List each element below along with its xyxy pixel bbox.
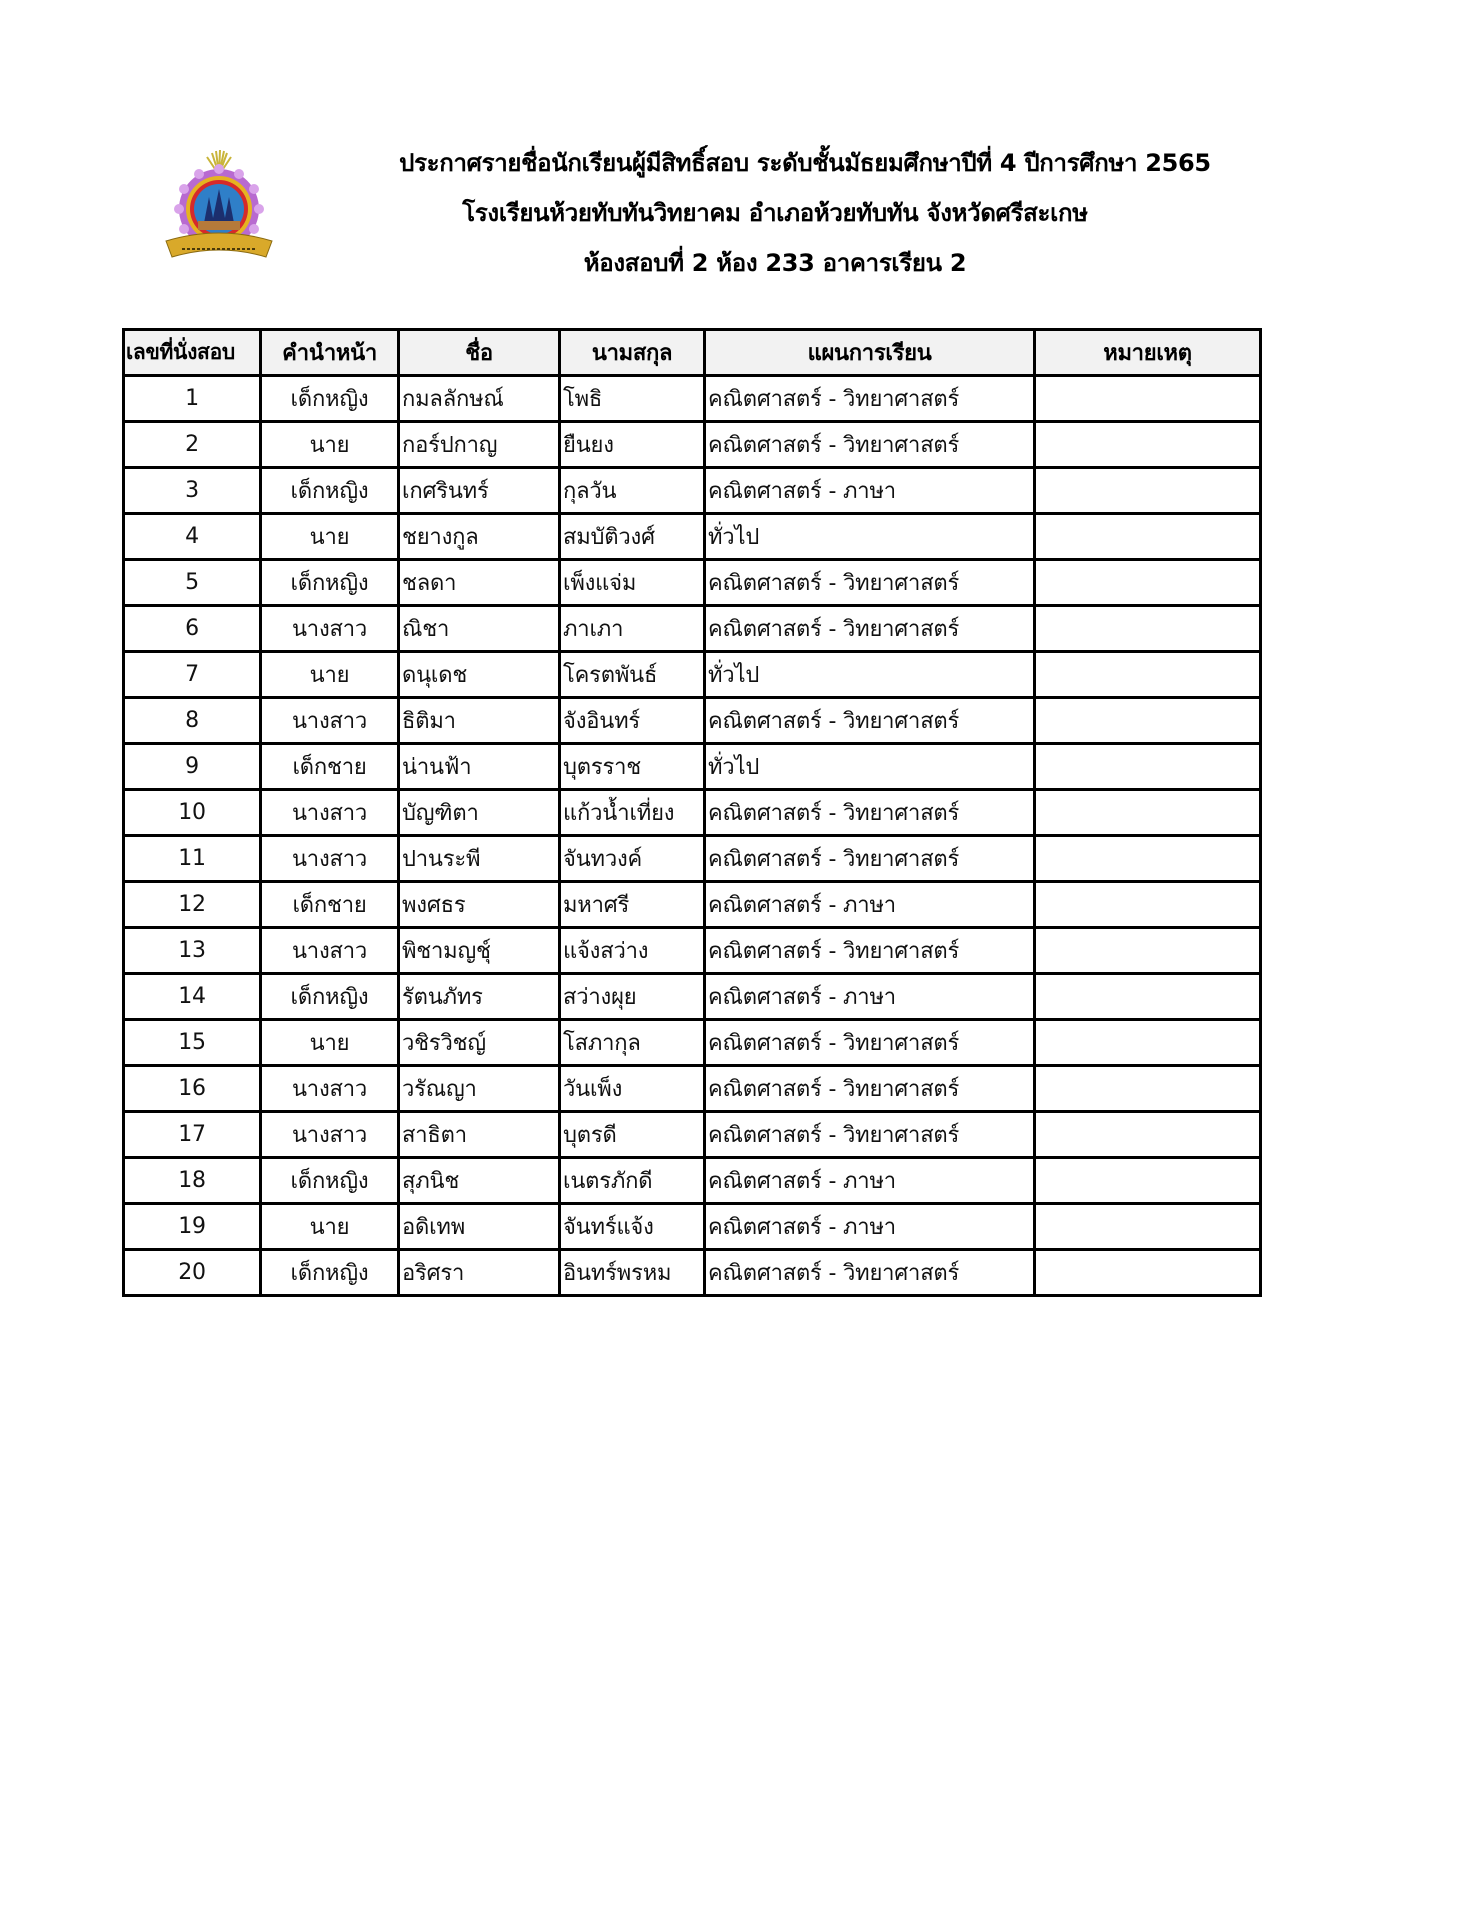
cell-seat-number: 14 bbox=[124, 974, 261, 1020]
cell-seat-number: 17 bbox=[124, 1112, 261, 1158]
cell-last-name: เนตรภักดี bbox=[560, 1158, 705, 1204]
cell-first-name: ดนุเดช bbox=[399, 652, 560, 698]
cell-prefix: นาย bbox=[261, 422, 399, 468]
cell-program: คณิตศาสตร์ - วิทยาศาสตร์ bbox=[705, 928, 1035, 974]
cell-prefix: เด็กชาย bbox=[261, 744, 399, 790]
cell-first-name: ปานระพี bbox=[399, 836, 560, 882]
cell-last-name: จันทร์แจ้ง bbox=[560, 1204, 705, 1250]
cell-first-name: ชยางกูล bbox=[399, 514, 560, 560]
table-row bbox=[124, 790, 1261, 836]
cell-note bbox=[1035, 882, 1261, 928]
table-row bbox=[124, 514, 1261, 560]
student-list-table bbox=[122, 328, 1262, 1297]
cell-prefix: นาย bbox=[261, 1020, 399, 1066]
cell-program: คณิตศาสตร์ - ภาษา bbox=[705, 1204, 1035, 1250]
table-row bbox=[124, 1066, 1261, 1112]
cell-note bbox=[1035, 376, 1261, 422]
cell-note bbox=[1035, 422, 1261, 468]
cell-note bbox=[1035, 468, 1261, 514]
cell-last-name: จังอินทร์ bbox=[560, 698, 705, 744]
cell-last-name: อินทร์พรหม bbox=[560, 1250, 705, 1296]
cell-program: คณิตศาสตร์ - วิทยาศาสตร์ bbox=[705, 376, 1035, 422]
cell-program: ทั่วไป bbox=[705, 744, 1035, 790]
cell-first-name: ธิติมา bbox=[399, 698, 560, 744]
cell-note bbox=[1035, 514, 1261, 560]
table-row bbox=[124, 1204, 1261, 1250]
cell-seat-number: 3 bbox=[124, 468, 261, 514]
cell-first-name: สาธิตา bbox=[399, 1112, 560, 1158]
cell-first-name: อริศรา bbox=[399, 1250, 560, 1296]
cell-note bbox=[1035, 1250, 1261, 1296]
cell-first-name: น่านฟ้า bbox=[399, 744, 560, 790]
exam-room-line: ห้องสอบที่ 2 ห้อง 233 อาคารเรียน 2 bbox=[583, 249, 967, 277]
cell-program: คณิตศาสตร์ - วิทยาศาสตร์ bbox=[705, 606, 1035, 652]
cell-first-name: รัตนภัทร bbox=[399, 974, 560, 1020]
cell-note bbox=[1035, 790, 1261, 836]
cell-first-name: สุภนิช bbox=[399, 1158, 560, 1204]
cell-first-name: พงศธร bbox=[399, 882, 560, 928]
cell-last-name: วันเพ็ง bbox=[560, 1066, 705, 1112]
student-list-table-wrapper bbox=[122, 328, 1262, 1297]
cell-first-name: พิชามญชุ์ bbox=[399, 928, 560, 974]
cell-seat-number: 19 bbox=[124, 1204, 261, 1250]
column-header-note: หมายเหตุ bbox=[1035, 330, 1261, 376]
cell-prefix: เด็กหญิง bbox=[261, 1158, 399, 1204]
cell-note bbox=[1035, 1066, 1261, 1112]
cell-program: ทั่วไป bbox=[705, 652, 1035, 698]
cell-last-name: แก้วน้ำเที่ยง bbox=[560, 790, 705, 836]
cell-first-name: ณิชา bbox=[399, 606, 560, 652]
column-header-seat: เลขที่นั่งสอบ bbox=[124, 330, 261, 376]
cell-prefix: นางสาว bbox=[261, 928, 399, 974]
cell-program: คณิตศาสตร์ - ภาษา bbox=[705, 974, 1035, 1020]
cell-prefix: นาย bbox=[261, 1204, 399, 1250]
cell-note bbox=[1035, 974, 1261, 1020]
cell-first-name: บัญฑิตา bbox=[399, 790, 560, 836]
cell-last-name: แจ้งสว่าง bbox=[560, 928, 705, 974]
cell-program: คณิตศาสตร์ - วิทยาศาสตร์ bbox=[705, 560, 1035, 606]
cell-last-name: สว่างผุย bbox=[560, 974, 705, 1020]
table-row bbox=[124, 836, 1261, 882]
column-header-last-name: นามสกุล bbox=[560, 330, 705, 376]
cell-seat-number: 18 bbox=[124, 1158, 261, 1204]
cell-seat-number: 15 bbox=[124, 1020, 261, 1066]
cell-seat-number: 20 bbox=[124, 1250, 261, 1296]
cell-last-name: เพ็งแจ่ม bbox=[560, 560, 705, 606]
cell-seat-number: 13 bbox=[124, 928, 261, 974]
table-row bbox=[124, 376, 1261, 422]
cell-last-name: สมบัติวงศ์ bbox=[560, 514, 705, 560]
cell-first-name: เกศรินทร์ bbox=[399, 468, 560, 514]
cell-first-name: กมลลักษณ์ bbox=[399, 376, 560, 422]
cell-note bbox=[1035, 1112, 1261, 1158]
cell-prefix: เด็กหญิง bbox=[261, 1250, 399, 1296]
cell-last-name: โครตพันธ์ bbox=[560, 652, 705, 698]
table-row bbox=[124, 1112, 1261, 1158]
cell-program: คณิตศาสตร์ - วิทยาศาสตร์ bbox=[705, 836, 1035, 882]
announcement-header bbox=[250, 138, 1300, 288]
cell-note bbox=[1035, 1020, 1261, 1066]
cell-first-name: วชิรวิชญ์ bbox=[399, 1020, 560, 1066]
table-row bbox=[124, 1158, 1261, 1204]
table-row bbox=[124, 606, 1261, 652]
cell-seat-number: 4 bbox=[124, 514, 261, 560]
cell-last-name: บุตรดี bbox=[560, 1112, 705, 1158]
cell-seat-number: 16 bbox=[124, 1066, 261, 1112]
cell-first-name: ชลดา bbox=[399, 560, 560, 606]
cell-prefix: เด็กหญิง bbox=[261, 468, 399, 514]
cell-first-name: กอร์ปกาญ bbox=[399, 422, 560, 468]
emblem-wall bbox=[198, 221, 240, 230]
cell-seat-number: 1 bbox=[124, 376, 261, 422]
cell-program: คณิตศาสตร์ - วิทยาศาสตร์ bbox=[705, 1020, 1035, 1066]
table-row bbox=[124, 882, 1261, 928]
cell-prefix: เด็กหญิง bbox=[261, 376, 399, 422]
table-row bbox=[124, 928, 1261, 974]
cell-program: คณิตศาสตร์ - วิทยาศาสตร์ bbox=[705, 1112, 1035, 1158]
cell-last-name: จันทวงค์ bbox=[560, 836, 705, 882]
table-row bbox=[124, 744, 1261, 790]
cell-note bbox=[1035, 928, 1261, 974]
column-header-program: แผนการเรียน bbox=[705, 330, 1035, 376]
cell-last-name: ยืนยง bbox=[560, 422, 705, 468]
cell-seat-number: 12 bbox=[124, 882, 261, 928]
cell-program: คณิตศาสตร์ - วิทยาศาสตร์ bbox=[705, 1250, 1035, 1296]
cell-first-name: วรัณญา bbox=[399, 1066, 560, 1112]
cell-last-name: บุตรราช bbox=[560, 744, 705, 790]
cell-note bbox=[1035, 698, 1261, 744]
cell-note bbox=[1035, 1204, 1261, 1250]
cell-program: คณิตศาสตร์ - ภาษา bbox=[705, 1158, 1035, 1204]
cell-seat-number: 9 bbox=[124, 744, 261, 790]
cell-seat-number: 6 bbox=[124, 606, 261, 652]
cell-prefix: เด็กชาย bbox=[261, 882, 399, 928]
table-row bbox=[124, 1020, 1261, 1066]
cell-prefix: นางสาว bbox=[261, 836, 399, 882]
cell-first-name: อดิเทพ bbox=[399, 1204, 560, 1250]
cell-seat-number: 7 bbox=[124, 652, 261, 698]
school-name-line: โรงเรียนห้วยทับทันวิทยาคม อำเภอห้วยทับทัน จังหวัดศรีสะเกษ bbox=[462, 199, 1088, 227]
table-row bbox=[124, 1250, 1261, 1296]
cell-prefix: นาย bbox=[261, 514, 399, 560]
cell-prefix: เด็กหญิง bbox=[261, 560, 399, 606]
cell-prefix: เด็กหญิง bbox=[261, 974, 399, 1020]
cell-last-name: มหาศรี bbox=[560, 882, 705, 928]
cell-program: คณิตศาสตร์ - วิทยาศาสตร์ bbox=[705, 790, 1035, 836]
cell-last-name: โสภากุล bbox=[560, 1020, 705, 1066]
table-row bbox=[124, 652, 1261, 698]
cell-program: คณิตศาสตร์ - ภาษา bbox=[705, 882, 1035, 928]
table-row bbox=[124, 468, 1261, 514]
cell-last-name: กุลวัน bbox=[560, 468, 705, 514]
cell-prefix: นางสาว bbox=[261, 790, 399, 836]
cell-note bbox=[1035, 652, 1261, 698]
cell-note bbox=[1035, 1158, 1261, 1204]
cell-program: คณิตศาสตร์ - วิทยาศาสตร์ bbox=[705, 1066, 1035, 1112]
table-row bbox=[124, 974, 1261, 1020]
table-row bbox=[124, 422, 1261, 468]
cell-seat-number: 10 bbox=[124, 790, 261, 836]
cell-prefix: นาย bbox=[261, 652, 399, 698]
table-row bbox=[124, 698, 1261, 744]
cell-seat-number: 5 bbox=[124, 560, 261, 606]
cell-seat-number: 2 bbox=[124, 422, 261, 468]
cell-program: คณิตศาสตร์ - วิทยาศาสตร์ bbox=[705, 422, 1035, 468]
cell-note bbox=[1035, 836, 1261, 882]
cell-program: ทั่วไป bbox=[705, 514, 1035, 560]
cell-prefix: นางสาว bbox=[261, 698, 399, 744]
table-header-row bbox=[124, 330, 1261, 376]
cell-prefix: นางสาว bbox=[261, 1066, 399, 1112]
cell-prefix: นางสาว bbox=[261, 606, 399, 652]
column-header-first-name: ชื่อ bbox=[399, 330, 560, 376]
cell-prefix: นางสาว bbox=[261, 1112, 399, 1158]
cell-note bbox=[1035, 606, 1261, 652]
cell-seat-number: 11 bbox=[124, 836, 261, 882]
cell-last-name: โพธิ bbox=[560, 376, 705, 422]
cell-program: คณิตศาสตร์ - ภาษา bbox=[705, 468, 1035, 514]
cell-program: คณิตศาสตร์ - วิทยาศาสตร์ bbox=[705, 698, 1035, 744]
announcement-title: ประกาศรายชื่อนักเรียนผู้มีสิทธิ์สอบ ระดับชั้นมัธยมศึกษาปีที่ 4 ปีการศึกษา 2565 bbox=[399, 149, 1211, 177]
cell-last-name: ภาเภา bbox=[560, 606, 705, 652]
column-header-prefix: คำนำหน้า bbox=[261, 330, 399, 376]
cell-note bbox=[1035, 744, 1261, 790]
cell-seat-number: 8 bbox=[124, 698, 261, 744]
cell-note bbox=[1035, 560, 1261, 606]
table-row bbox=[124, 560, 1261, 606]
